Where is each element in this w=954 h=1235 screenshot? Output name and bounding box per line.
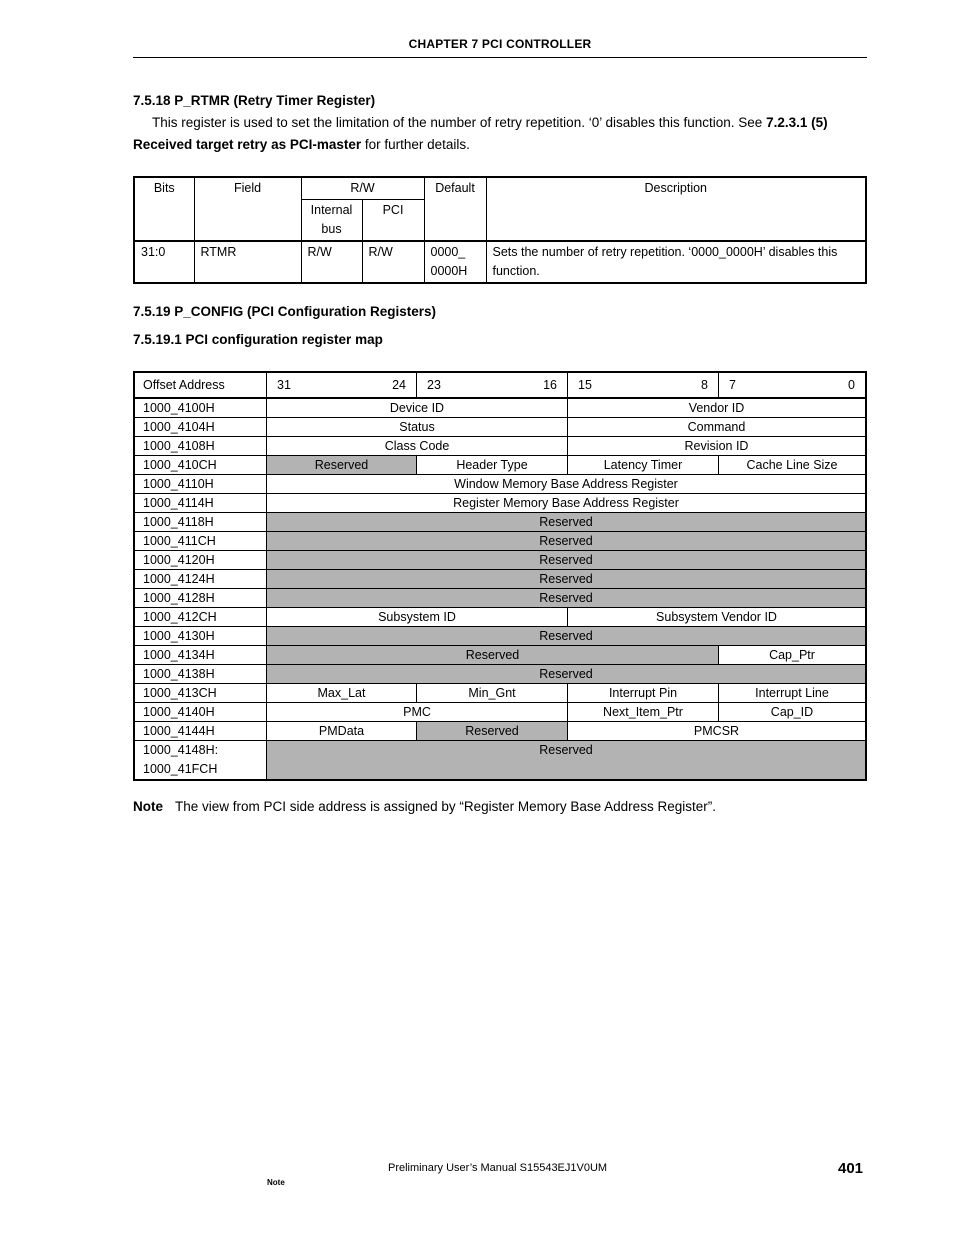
table-row [134,551,866,570]
table-row [134,741,866,781]
offset-cell: 1000_4140H [134,703,267,722]
offset-cell: 1000_410CH [134,456,267,475]
reserved-cell: Reserved [267,627,867,646]
offset-cell: 1000_4120H [134,551,267,570]
reserved-cell: Reserved [267,665,867,684]
register-field-cell: Cache Line Size [719,456,867,475]
cell-bits: 31:0 [134,241,194,283]
register-field-cell: Class Code [267,437,568,456]
reserved-cell: Reserved [267,741,867,781]
register-field-cell: PMData [267,722,417,741]
offset-cell: 1000_4134H [134,646,267,665]
reserved-cell: Reserved [417,722,568,741]
offset-cell: 1000_4144H [134,722,267,741]
section-title-pconfig: 7.5.19 P_CONFIG (PCI Configuration Registers) [133,304,437,319]
note-marker: Note [267,1178,285,1187]
offset-address-header: Offset Address Note [134,372,267,398]
cell-description: Sets the number of retry repetition. ‘0000_0000H’ disables this function. [486,241,866,283]
table-row [134,513,866,532]
table-row [134,418,866,437]
footer-manual: Preliminary User’s Manual S15543EJ1V0UM [388,1162,608,1174]
table-row [134,570,866,589]
cell-field: RTMR [194,241,301,283]
register-field-cell: Revision ID [568,437,867,456]
table-row [134,437,866,456]
offset-cell: 1000_4124H [134,570,267,589]
offset-cell: 1000_4114H [134,494,267,513]
table-row [134,703,866,722]
col-pci-header: PCI [362,200,424,242]
reserved-cell: Reserved [267,589,867,608]
offset-cell: 1000_413CH [134,684,267,703]
section-title-config-map: 7.5.19.1 PCI configuration register map [133,332,383,347]
register-field-cell: Interrupt Line [719,684,867,703]
header-rule [133,57,867,58]
para-ref-1: 7.2.3.1 (5) [766,115,828,130]
note-text: The view from PCI side address is assigned by “Register Memory Base Address Register”. [175,799,716,814]
para-ref-2: Received target retry as PCI-master [133,137,362,152]
offset-cell: 1000_4104H [134,418,267,437]
reserved-cell: Reserved [267,551,867,570]
note-label: Note [133,799,163,814]
cell-rw-pci: R/W [362,241,424,283]
table-row [134,608,866,627]
table-row [134,456,866,475]
rtmr-register-table [133,176,867,284]
offset-cell: 1000_411CH [134,532,267,551]
table-row [134,627,866,646]
offset-cell: 1000_4110H [134,475,267,494]
register-field-cell: PMC [267,703,568,722]
register-field-cell: Header Type [417,456,568,475]
register-field-cell: Subsystem ID [267,608,568,627]
register-field-cell: Latency Timer [568,456,719,475]
table-note [133,799,716,814]
table-row [134,475,866,494]
rtmr-description [133,112,869,156]
offset-range: 1000_4148H: 1000_41FCH [134,741,267,781]
reserved-cell: Reserved [267,570,867,589]
register-field-cell: Interrupt Pin [568,684,719,703]
register-field-cell: PMCSR [568,722,867,741]
section-title-rtmr: 7.5.18 P_RTMR (Retry Timer Register) [133,93,376,108]
bits-31-24: 31 24 [267,372,417,398]
bits-15-8: 15 8 [568,372,719,398]
col-default-header: Default [424,177,486,241]
offset-cell: 1000_4100H [134,398,267,418]
cell-default: 0000_ 0000H [424,241,486,283]
register-field-cell: Max_Lat [267,684,417,703]
table-row [134,684,866,703]
para-text-b: for further details. [361,137,470,152]
table-row [134,646,866,665]
register-field-cell: Status [267,418,568,437]
table-row [134,665,866,684]
register-field-cell: Device ID [267,398,568,418]
table-row [134,398,866,418]
reserved-cell: Reserved [267,532,867,551]
offset-cell: 1000_4108H [134,437,267,456]
offset-cell: 1000_4128H [134,589,267,608]
bits-23-16: 23 16 [417,372,568,398]
register-field-cell: Window Memory Base Address Register [267,475,867,494]
page-number: 401 [838,1160,864,1177]
register-field-cell: Command [568,418,867,437]
register-field-cell: Min_Gnt [417,684,568,703]
register-field-cell: Cap_Ptr [719,646,867,665]
table-row [134,589,866,608]
table-row [134,494,866,513]
chapter-header: CHAPTER 7 PCI CONTROLLER [408,37,592,51]
offset-cell: 1000_412CH [134,608,267,627]
para-text-a: This register is used to set the limitation of the number of retry repetition. ‘0’ disables this function. See [152,115,767,130]
offset-cell: 1000_4118H [134,513,267,532]
reserved-cell: Reserved [267,456,417,475]
reserved-cell: Reserved [267,513,867,532]
register-field-cell: Subsystem Vendor ID [568,608,867,627]
col-rw-header: R/W [301,177,424,200]
offset-cell: 1000_4138H [134,665,267,684]
table-row [134,722,866,741]
col-field-header: Field [194,177,301,241]
reserved-cell: Reserved [267,646,719,665]
table-row [134,241,866,283]
cell-rw-internal: R/W [301,241,362,283]
bit-header-row [134,372,866,398]
offset-cell: 1000_4130H [134,627,267,646]
register-field-cell: Cap_ID [719,703,867,722]
col-description-header: Description [486,177,866,241]
col-bits-header: Bits [134,177,194,241]
register-field-cell: Register Memory Base Address Register [267,494,867,513]
register-field-cell: Vendor ID [568,398,867,418]
table-row [134,532,866,551]
register-field-cell: Next_Item_Ptr [568,703,719,722]
bits-7-0: 7 0 [719,372,867,398]
col-internal-bus-header: Internal bus [301,200,362,242]
